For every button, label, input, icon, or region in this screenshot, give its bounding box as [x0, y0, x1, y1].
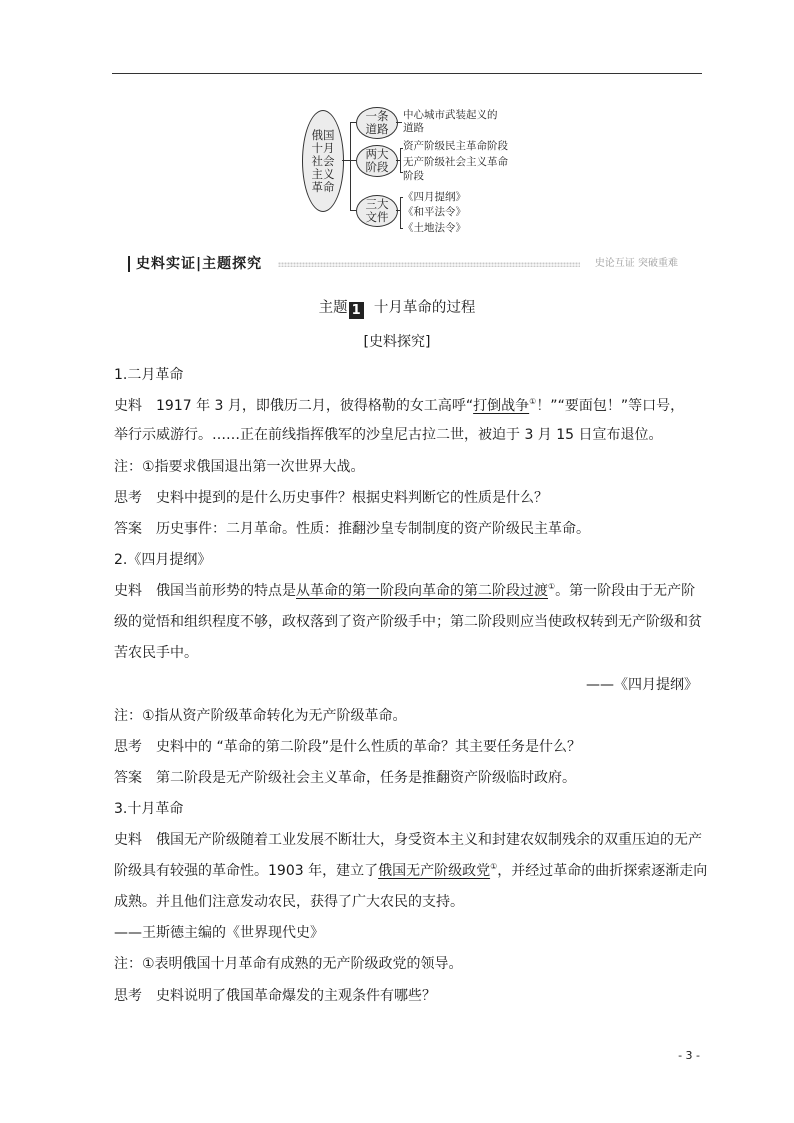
- branch-stages: [356, 145, 398, 177]
- branch-label: 两大: [365, 147, 389, 161]
- root-line: 社会: [311, 153, 335, 168]
- leaf-item: 《和平法令》: [403, 206, 466, 218]
- text-run: 俄国无产阶级随着工业发展不断壮大，身受资本主义和封建农奴制残余的双重压迫的无产: [156, 832, 702, 848]
- question-line: [114, 736, 581, 758]
- text-run: 俄国当前形势的特点是: [156, 583, 296, 599]
- material-label: 史料: [114, 583, 142, 599]
- question-text: 史料说明了俄国革命爆发的主观条件有哪些？: [156, 988, 436, 1004]
- text-run: ！”“要面包！”等口号，: [536, 398, 685, 414]
- answer-line: [114, 767, 576, 789]
- question-text: 史料中提到的是什么历史事件？根据史料判断它的性质是什么？: [156, 490, 548, 506]
- banner-subtitle: 史论互证 突破重难: [594, 258, 678, 269]
- connector: [396, 122, 402, 123]
- question-line: [114, 487, 548, 509]
- text-run: 阶级具有较强的革命性。1903 年，建立了: [114, 863, 379, 879]
- text-run: 1917 年 3 月，即俄历二月，彼得格勒的女工高呼“: [156, 398, 474, 414]
- note: 注：①表明俄国十月革命有成熟的无产阶级政党的领导。: [114, 956, 463, 972]
- connector: [350, 122, 351, 210]
- branch-label: 阶段: [365, 160, 389, 174]
- leaf-item: 道路: [403, 122, 424, 134]
- root-line: 主义: [311, 166, 335, 181]
- topic-title: 十月革命的过程: [373, 300, 476, 316]
- page-number: - 3 -: [678, 1049, 700, 1062]
- branch-label: 三大: [365, 197, 389, 211]
- topic-prefix: 主题: [318, 300, 348, 316]
- answer-line: [114, 518, 590, 540]
- leaf-item: 资产阶级民主革命阶段: [403, 140, 508, 152]
- branch-label: 文件: [365, 210, 389, 224]
- footnote-marker: ①: [490, 862, 498, 871]
- text-run: 。第一阶段由于无产阶: [555, 583, 696, 599]
- material-line: [114, 860, 707, 882]
- material-line: [114, 829, 702, 851]
- subheading: [史料探究]: [363, 334, 431, 350]
- answer-text: 第二阶段是无产阶级社会主义革命，任务是推翻资产阶级临时政府。: [156, 770, 576, 786]
- section-heading: 2.《四月提纲》: [114, 552, 212, 568]
- concept-diagram: [300, 100, 540, 240]
- branch-label: 一条: [365, 109, 389, 123]
- leaf-item: 阶段: [403, 170, 424, 182]
- header-rule: [112, 73, 702, 74]
- underlined-phrase: 打倒战争: [473, 398, 530, 414]
- section-banner: [120, 255, 700, 273]
- question-label: 思考: [114, 739, 142, 755]
- footnote-marker: ①: [529, 397, 537, 406]
- branch-road: [356, 107, 398, 139]
- question-text: 史料中的 “革命的第二阶段”是什么性质的革命？其主要任务是什么？: [156, 739, 581, 755]
- material-label: 史料: [114, 832, 142, 848]
- connector: [400, 148, 401, 172]
- leaf-item: 中心城市武装起义的: [403, 109, 498, 121]
- question-line: [114, 985, 436, 1007]
- question-label: 思考: [114, 988, 142, 1004]
- root-line: 十月: [311, 140, 335, 155]
- answer-label: 答案: [114, 521, 142, 537]
- answer-text: 历史事件：二月革命。性质：推翻沙皇专制制度的资产阶级民主革命。: [156, 521, 590, 537]
- source-citation: ——王斯德主编的《世界现代史》: [114, 925, 324, 941]
- root-line: 俄国: [311, 127, 335, 142]
- material-label: 史料: [114, 398, 142, 414]
- topic-heading: [0, 296, 794, 319]
- diagram-root: [302, 110, 344, 212]
- section-heading: 1.二月革命: [114, 367, 184, 383]
- material-line: 级的觉悟和组织程度不够，政权落到了资产阶级手中；第二阶段则应当使政权转到无产阶级和贫: [114, 614, 702, 630]
- underlined-phrase: 俄国无产阶级政党: [378, 863, 491, 879]
- footnote-marker: ①: [548, 582, 556, 591]
- material-line: [114, 580, 695, 602]
- connector: [342, 160, 350, 161]
- material-line: [114, 395, 684, 417]
- underlined-phrase: 从革命的第一阶段向革命的第二阶段过渡: [296, 583, 548, 599]
- banner-dots: [278, 262, 580, 267]
- section-heading: 3.十月革命: [114, 801, 184, 817]
- banner-bar: [128, 256, 130, 272]
- source-citation: ——《四月提纲》: [586, 677, 698, 693]
- answer-label: 答案: [114, 770, 142, 786]
- branch-label: 道路: [365, 122, 389, 136]
- topic-number-badge: 1: [349, 302, 364, 319]
- leaf-item: 《四月提纲》: [403, 191, 466, 203]
- text-run: ，并经过革命的曲折探索逐渐走向: [497, 863, 708, 879]
- material-line: 举行示威游行。……正在前线指挥俄军的沙皇尼古拉二世，被迫于 3 月 15 日宣布退位。: [114, 427, 663, 443]
- material-line: 苦农民手中。: [114, 645, 198, 661]
- leaf-item: 无产阶级社会主义革命: [403, 156, 508, 168]
- branch-documents: [356, 195, 398, 227]
- material-line: 成熟。并且他们注意发动农民，获得了广大农民的支持。: [114, 894, 464, 910]
- leaf-item: 《土地法令》: [403, 222, 466, 234]
- connector: [400, 197, 401, 228]
- banner-title: 史料实证|主题探究: [136, 256, 263, 272]
- note: 注：①指要求俄国退出第一次世界大战。: [114, 459, 365, 475]
- root-line: 革命: [311, 179, 335, 194]
- note: 注：①指从资产阶级革命转化为无产阶级革命。: [114, 708, 407, 724]
- question-label: 思考: [114, 490, 142, 506]
